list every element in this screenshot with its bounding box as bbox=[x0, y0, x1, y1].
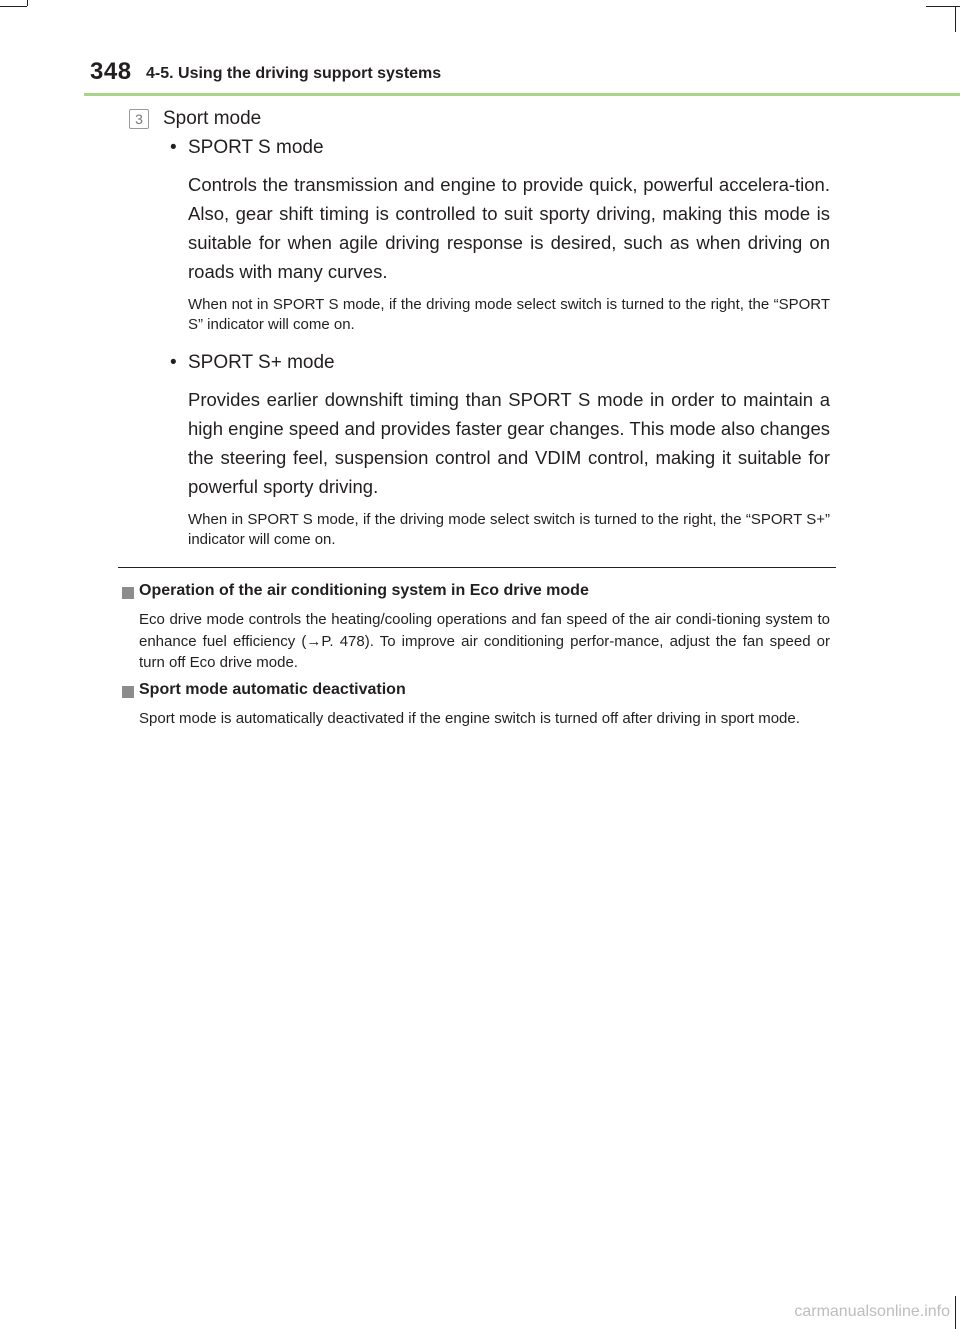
bullet-point: • bbox=[170, 352, 177, 373]
info-text-sport-deactivation: Sport mode is automatically deactivated if the engine switch is turned off after driving in sport mode. bbox=[139, 710, 800, 727]
header-rule bbox=[84, 93, 960, 96]
info-heading-eco-air-conditioning: Operation of the air conditioning system in Eco drive mode bbox=[139, 582, 589, 599]
sport-s-mode-label: SPORT S mode bbox=[188, 137, 324, 158]
info-heading-sport-deactivation: Sport mode automatic deactivation bbox=[139, 681, 406, 698]
page-header bbox=[90, 58, 960, 96]
section-title: 4-5. Using the driving support systems bbox=[146, 65, 442, 82]
sport-s-plus-mode-description: Provides earlier downshift timing than SPORT S mode in order to maintain a high engine speed and provides faster gear changes. This mode also changes the steering feel, suspension control and VDIM control, making it suitable for powerful sporty driving. bbox=[188, 389, 830, 497]
crop-mark bbox=[955, 6, 956, 32]
bullet-point: • bbox=[170, 137, 177, 158]
sport-s-plus-mode-label: SPORT S+ mode bbox=[188, 352, 335, 373]
square-bullet-icon bbox=[122, 686, 134, 698]
watermark: carmanualsonline.info bbox=[794, 1303, 950, 1320]
mode-title: Sport mode bbox=[163, 108, 262, 129]
step-number-badge: 3 bbox=[129, 109, 149, 129]
crop-mark bbox=[955, 1296, 956, 1329]
crop-mark bbox=[0, 6, 27, 7]
page-number: 348 bbox=[90, 58, 132, 85]
section-divider bbox=[118, 567, 836, 568]
sport-s-mode-description: Controls the transmission and engine to provide quick, powerful accelera-tion. Also, gear shift timing is controlled to suit sporty driving, making this mode is suitable for when agile driving response is desired, such as when driving on roads with many curves. bbox=[188, 174, 830, 282]
crop-mark bbox=[27, 0, 28, 6]
sport-s-plus-mode-note: When in SPORT S mode, if the driving mode select switch is turned to the right, the “SPORT S+” indicator will come on. bbox=[188, 511, 830, 548]
square-bullet-icon bbox=[122, 587, 134, 599]
info-text-eco-air-conditioning: Eco drive mode controls the heating/cooling operations and fan speed of the air condi-tioning system to enhance fuel efficiency (→P. 478). To improve air conditioning perfor-mance, adjust the fan speed or turn off Eco drive mode. bbox=[139, 611, 830, 671]
sport-s-mode-note: When not in SPORT S mode, if the driving mode select switch is turned to the right, the “SPORT S” indicator will come on. bbox=[188, 296, 830, 333]
